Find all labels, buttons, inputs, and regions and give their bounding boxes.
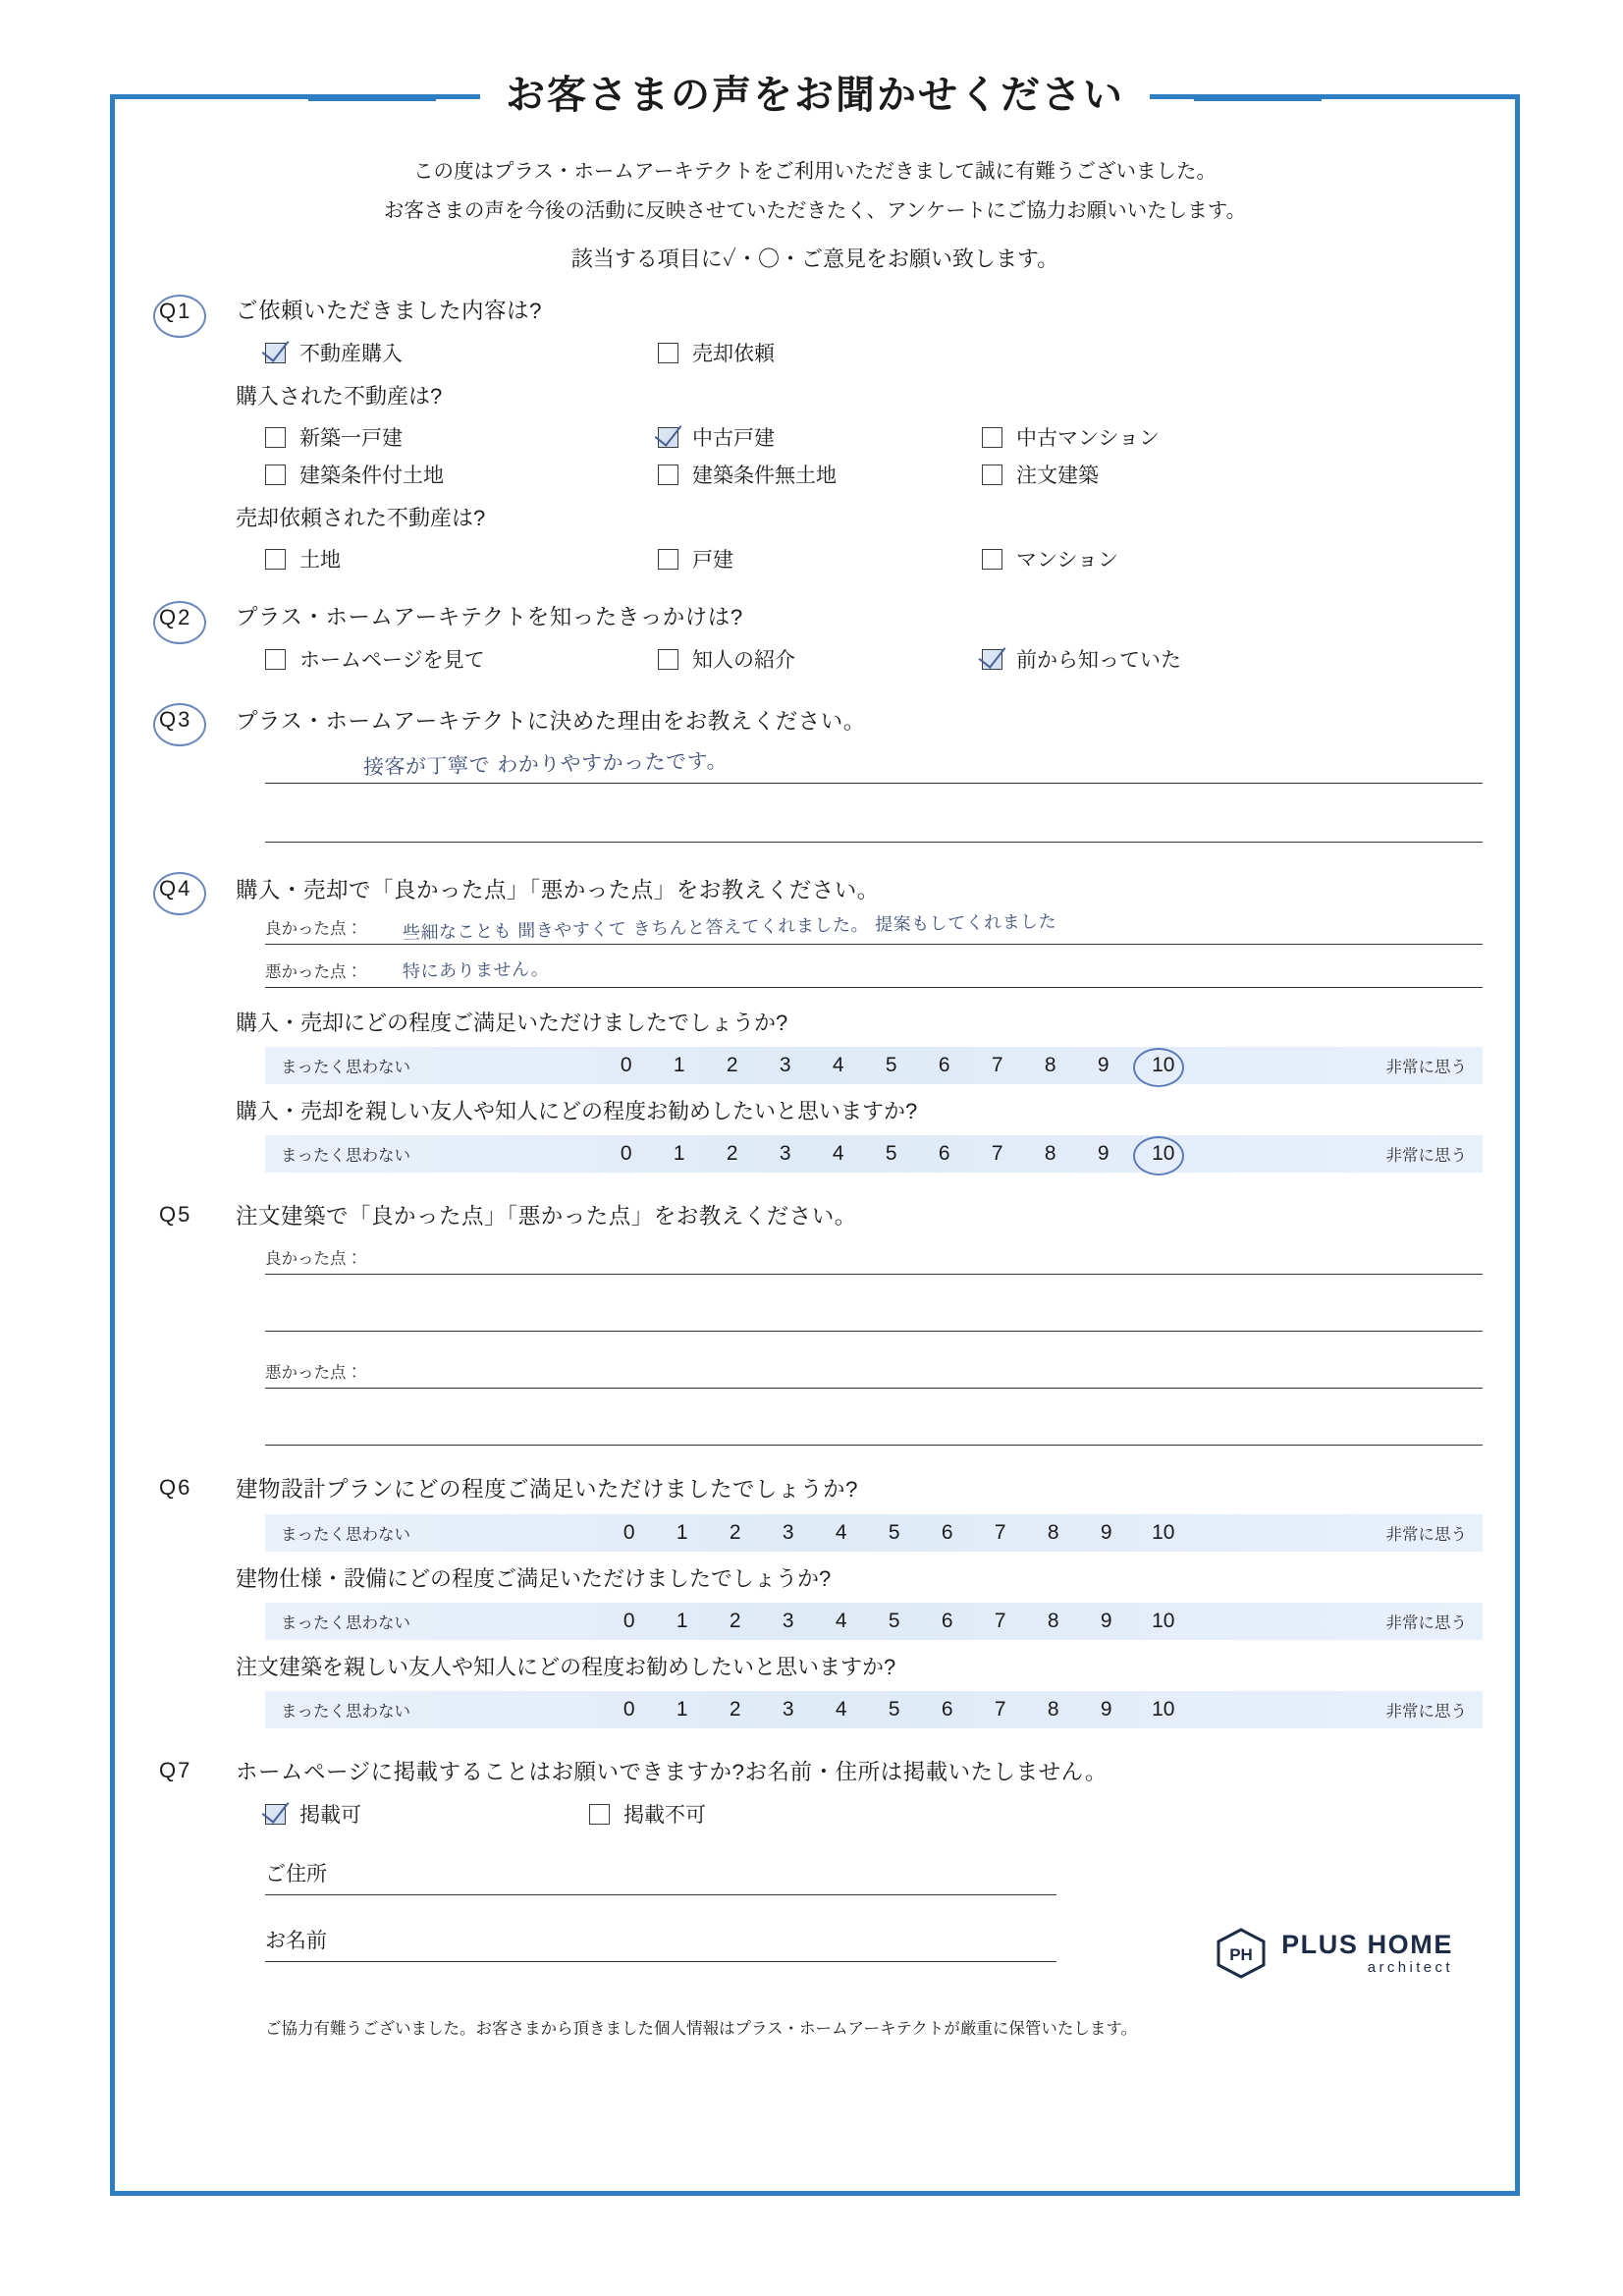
option-label: マンション <box>1016 549 1119 572</box>
q1-sub1-title: 購入された不動産は? <box>236 384 443 409</box>
q1-option-purchase[interactable] <box>265 338 658 367</box>
scale-num-9[interactable]: 9 <box>1100 1698 1112 1721</box>
scale-num-8[interactable]: 8 <box>1047 1698 1059 1721</box>
q6-scale1-left-label: まったく思わない <box>281 1526 410 1544</box>
name-field-row[interactable] <box>236 1919 1479 1976</box>
scale-num-8[interactable]: 8 <box>1044 1054 1056 1076</box>
q6-scale3[interactable] <box>265 1691 1483 1728</box>
q6-scale3-question: 注文建築を親しい友人や知人にどの程度お勧めしたいと思いますか? <box>236 1655 896 1679</box>
scale-num-7[interactable]: 7 <box>994 1610 1006 1632</box>
scale-num-10-selected[interactable]: 10 <box>1144 1054 1183 1077</box>
scale-num-5[interactable]: 5 <box>888 1698 900 1721</box>
scale-num-0[interactable]: 0 <box>622 1610 635 1632</box>
logo-title: PLUS HOME <box>1281 1929 1453 1959</box>
q2-option-referral[interactable] <box>658 644 982 674</box>
q3-label: Q3 <box>159 707 192 732</box>
scale-num-7[interactable]: 7 <box>994 1698 1006 1721</box>
q6-scale2-right-label: 非常に思う <box>1385 1614 1467 1632</box>
question-q1 <box>151 293 1479 574</box>
q4-bad-line[interactable] <box>265 958 1483 988</box>
q1-option-sale-label: 売却依頼 <box>692 343 775 365</box>
q3-answer-line-2[interactable] <box>265 809 1483 843</box>
q4-scale1-question: 購入・売却にどの程度ご満足いただけましたでしょうか? <box>236 1011 788 1035</box>
q4-good-answer: 些細なことも 聞きやすくて きちんと答えてくれました。 提案もしてくれました <box>402 911 1057 944</box>
q6-scale3-right-label: 非常に思う <box>1385 1703 1467 1721</box>
scale-num-0[interactable]: 0 <box>620 1054 632 1076</box>
q1-sub1-option-conditional-land[interactable] <box>265 460 658 489</box>
option-label: 掲載不可 <box>623 1804 706 1827</box>
q4-title: 購入・売却で「良かった点」「悪かった点」をお教えください。 <box>236 878 880 902</box>
option-label: 戸建 <box>692 549 733 572</box>
checkbox-icon[interactable] <box>982 549 1002 570</box>
option-label: 新築一戸建 <box>299 427 403 450</box>
scale-num-4[interactable]: 4 <box>832 1142 844 1165</box>
q1-sub2-title: 売却依頼された不動産は? <box>236 506 486 530</box>
scale-num-10[interactable]: 10 <box>1152 1698 1175 1721</box>
q1-sub2-option-mansion[interactable] <box>982 544 1276 574</box>
q5-good-line-1[interactable] <box>265 1245 1483 1275</box>
closing-note: ご協力有難うございました。お客さまから頂きました個人情報はプラス・ホームアーキテクトが厳重に保管いたします。 <box>265 2020 1138 2038</box>
option-label: 前から知っていた <box>1016 649 1181 672</box>
name-rule <box>265 1961 1056 1962</box>
question-q6 <box>151 1471 1479 1728</box>
scale-num-3[interactable]: 3 <box>782 1610 794 1632</box>
q2-label: Q2 <box>159 605 192 629</box>
name-label: お名前 <box>265 1930 327 1952</box>
option-label: ホームページを見て <box>299 649 485 672</box>
q4-scale2-question: 購入・売却を親しい友人や知人にどの程度お勧めしたいと思いますか? <box>236 1099 918 1123</box>
q7-option-publish-no[interactable] <box>589 1799 706 1829</box>
scale-num-10[interactable]: 10 <box>1152 1521 1175 1544</box>
scale-num-10[interactable]: 10 <box>1152 1610 1175 1632</box>
q1-sub1-option-custom-build[interactable] <box>982 460 1276 489</box>
q2-option-website[interactable] <box>265 644 658 674</box>
q1-label: Q1 <box>159 299 192 323</box>
checkbox-icon[interactable] <box>265 343 286 363</box>
option-label: 中古戸建 <box>692 427 775 450</box>
checkbox-icon[interactable] <box>265 427 286 448</box>
checkbox-icon[interactable] <box>658 427 678 448</box>
scale-num-1[interactable]: 1 <box>676 1521 688 1544</box>
scale-num-4[interactable]: 4 <box>835 1698 847 1721</box>
question-q5 <box>151 1198 1479 1446</box>
scale-num-9[interactable]: 9 <box>1100 1521 1112 1544</box>
q5-bad-line-1[interactable] <box>265 1359 1483 1389</box>
checkbox-icon[interactable] <box>982 465 1002 485</box>
option-label: 建築条件付土地 <box>299 465 444 487</box>
q1-sub2-option-house[interactable] <box>658 544 982 574</box>
title-rule-right <box>1194 97 1322 101</box>
scale-num-8[interactable]: 8 <box>1044 1142 1056 1165</box>
q6-scale1[interactable] <box>265 1514 1483 1552</box>
scale-num-4[interactable]: 4 <box>835 1610 847 1632</box>
brand-logo <box>1215 1927 1453 1980</box>
q1-sub2-option-land[interactable] <box>265 544 658 574</box>
q5-good-line-2[interactable] <box>265 1302 1483 1332</box>
q1-sub1-option-new-house[interactable] <box>265 422 658 452</box>
scale-num-5[interactable]: 5 <box>885 1142 897 1165</box>
scale-num-4[interactable]: 4 <box>835 1521 847 1544</box>
scale-num-5[interactable]: 5 <box>888 1610 900 1632</box>
option-label: 知人の紹介 <box>692 649 795 672</box>
scale-num-3[interactable]: 3 <box>782 1521 794 1544</box>
scale-num-7[interactable]: 7 <box>991 1054 1003 1076</box>
q6-scale3-left-label: まったく思わない <box>281 1703 410 1721</box>
q6-scale2[interactable] <box>265 1603 1483 1640</box>
q1-option-sale[interactable] <box>658 338 982 367</box>
checkbox-icon[interactable] <box>265 1804 286 1825</box>
q1-title: ご依頼いただきました内容は? <box>236 299 543 323</box>
address-label: ご住所 <box>265 1863 327 1886</box>
question-q4 <box>151 872 1479 1173</box>
option-label: 土地 <box>299 549 341 572</box>
scale-num-2[interactable]: 2 <box>726 1142 738 1165</box>
q4-bad-label: 悪かった点： <box>265 963 362 981</box>
q1-sub1-row-1 <box>265 422 1479 452</box>
scale-num-0[interactable]: 0 <box>622 1698 635 1721</box>
checkbox-icon[interactable] <box>982 649 1002 670</box>
scale-num-5[interactable]: 5 <box>885 1054 897 1076</box>
checkbox-icon[interactable] <box>265 549 286 570</box>
question-q7 <box>151 1754 1479 2039</box>
scale-num-3[interactable]: 3 <box>779 1054 791 1076</box>
scale-num-6[interactable]: 6 <box>938 1142 950 1165</box>
q2-title: プラス・ホームアーキテクトを知ったきっかけは? <box>236 605 743 629</box>
scale-num-1[interactable]: 1 <box>676 1610 688 1632</box>
option-label: 注文建築 <box>1016 465 1099 487</box>
q4-scale1-right-label: 非常に思う <box>1385 1059 1467 1076</box>
scale-num-1[interactable]: 1 <box>676 1698 688 1721</box>
q2-option-already-knew[interactable] <box>982 644 1276 674</box>
q4-scale2-right-label: 非常に思う <box>1385 1147 1467 1165</box>
scale-num-2[interactable]: 2 <box>729 1698 741 1721</box>
checkbox-icon[interactable] <box>658 465 678 485</box>
q7-options-row <box>265 1799 1479 1829</box>
q5-bad-line-2[interactable] <box>265 1416 1483 1446</box>
scale-num-0[interactable]: 0 <box>622 1521 635 1544</box>
svg-text:PH: PH <box>1229 1945 1253 1964</box>
scale-num-6[interactable]: 6 <box>941 1521 953 1544</box>
scale-num-9[interactable]: 9 <box>1097 1054 1109 1076</box>
q1-option-purchase-label: 不動産購入 <box>299 343 403 365</box>
title-rule-left <box>308 97 436 101</box>
q1-sub1-option-used-mansion[interactable] <box>982 422 1276 452</box>
address-rule <box>265 1894 1056 1895</box>
scale-num-7[interactable]: 7 <box>991 1142 1003 1165</box>
q1-sub1-option-unconditional-land[interactable] <box>658 460 982 489</box>
q4-label: Q4 <box>159 876 192 901</box>
checkbox-icon[interactable] <box>658 549 678 570</box>
q5-good-label: 良かった点： <box>265 1250 362 1268</box>
page-content <box>110 74 1520 2196</box>
q3-answer-1-text: 接客が丁寧で わかりやすかったです。 <box>362 748 729 780</box>
q3-title: プラス・ホームアーキテクトに決めた理由をお教えください。 <box>236 709 866 734</box>
checkbox-icon[interactable] <box>658 649 678 670</box>
q5-label: Q5 <box>159 1202 192 1227</box>
intro-line-2: お客さまの声を今後の活動に反映させていただきたく、アンケートにご協力お願いいたします。 <box>383 199 1247 222</box>
scale-num-1[interactable]: 1 <box>673 1054 685 1076</box>
scale-num-5[interactable]: 5 <box>888 1521 900 1544</box>
scale-num-9[interactable]: 9 <box>1097 1142 1109 1165</box>
q4-good-label: 良かった点： <box>265 920 362 938</box>
q2-options-row <box>265 644 1479 674</box>
option-label: 中古マンション <box>1016 427 1161 450</box>
checkbox-icon[interactable] <box>982 427 1002 448</box>
intro-line-1: この度はプラス・ホームアーキテクトをご利用いただきまして誠に有難うございました。 <box>413 160 1217 183</box>
scale-num-8[interactable]: 8 <box>1047 1521 1059 1544</box>
checkbox-icon[interactable] <box>589 1804 610 1825</box>
logo-subtitle: architect <box>1367 1958 1453 1976</box>
q7-option-publish-ok[interactable] <box>265 1799 589 1829</box>
intro-instruction: 該当する項目に✓・〇・ご意見をお願い致します。 <box>570 246 1059 271</box>
q4-bad-answer: 特にありません。 <box>402 958 550 983</box>
q6-scale1-right-label: 非常に思う <box>1385 1526 1467 1544</box>
address-field-row[interactable] <box>236 1852 1479 1895</box>
scale-num-6[interactable]: 6 <box>941 1698 953 1721</box>
q5-title: 注文建築で「良かった点」「悪かった点」をお教えください。 <box>236 1204 857 1229</box>
plus-home-mark-icon <box>1215 1927 1268 1980</box>
scale-num-6[interactable]: 6 <box>938 1054 950 1076</box>
page-title-row <box>151 65 1479 149</box>
checkbox-icon[interactable] <box>658 343 678 363</box>
scale-num-1[interactable]: 1 <box>673 1142 685 1165</box>
q4-good-line[interactable] <box>265 911 1483 945</box>
q4-scale1[interactable] <box>265 1047 1483 1084</box>
q4-scale2-left-label: まったく思わない <box>281 1147 410 1165</box>
q1-sub1-option-used-house[interactable] <box>658 422 982 452</box>
q3-answer-line-1[interactable] <box>265 750 1483 784</box>
scale-num-2[interactable]: 2 <box>729 1610 741 1632</box>
scale-num-10-selected[interactable]: 10 <box>1144 1142 1183 1166</box>
q1-sub2-row <box>265 544 1479 574</box>
q6-scale1-question: 建物設計プランにどの程度ご満足いただけましたでしょうか? <box>236 1477 859 1502</box>
q6-scale2-question: 建物仕様・設備にどの程度ご満足いただけましたでしょうか? <box>236 1566 832 1591</box>
q1-options-row <box>265 338 1479 367</box>
scale-num-2[interactable]: 2 <box>729 1521 741 1544</box>
scale-num-6[interactable]: 6 <box>941 1610 953 1632</box>
q5-bad-label: 悪かった点： <box>265 1364 362 1382</box>
scale-num-2[interactable]: 2 <box>726 1054 738 1076</box>
q6-scale1-numbers[interactable] <box>410 1521 1386 1545</box>
q4-scale1-left-label: まったく思わない <box>281 1059 410 1076</box>
scale-num-7[interactable]: 7 <box>994 1521 1006 1544</box>
scale-num-9[interactable]: 9 <box>1100 1610 1112 1632</box>
option-label: 建築条件無土地 <box>692 465 837 487</box>
question-q3 <box>151 703 1479 843</box>
scale-num-4[interactable]: 4 <box>832 1054 844 1076</box>
q4-scale2-numbers[interactable] <box>410 1142 1386 1166</box>
scale-num-3[interactable]: 3 <box>779 1142 791 1165</box>
q6-label: Q6 <box>159 1475 192 1500</box>
option-label: 掲載可 <box>299 1804 361 1827</box>
q6-scale2-numbers[interactable] <box>410 1610 1386 1633</box>
question-q2 <box>151 599 1479 674</box>
scale-num-0[interactable]: 0 <box>620 1142 632 1165</box>
checkbox-icon[interactable] <box>265 649 286 670</box>
q4-scale2[interactable] <box>265 1135 1483 1173</box>
scale-num-8[interactable]: 8 <box>1047 1610 1059 1632</box>
q4-scale1-numbers[interactable] <box>410 1054 1386 1077</box>
q7-label: Q7 <box>159 1758 192 1782</box>
q7-title: ホームページに掲載することはお願いできますか?お名前・住所は掲載いたしません。 <box>236 1760 1108 1784</box>
checkbox-icon[interactable] <box>265 465 286 485</box>
q6-scale2-left-label: まったく思わない <box>281 1614 410 1632</box>
page-title: お客さまの声をお聞かせください <box>480 65 1150 126</box>
q1-sub1-row-2 <box>265 460 1479 489</box>
scale-num-3[interactable]: 3 <box>782 1698 794 1721</box>
q6-scale3-numbers[interactable] <box>410 1698 1386 1722</box>
